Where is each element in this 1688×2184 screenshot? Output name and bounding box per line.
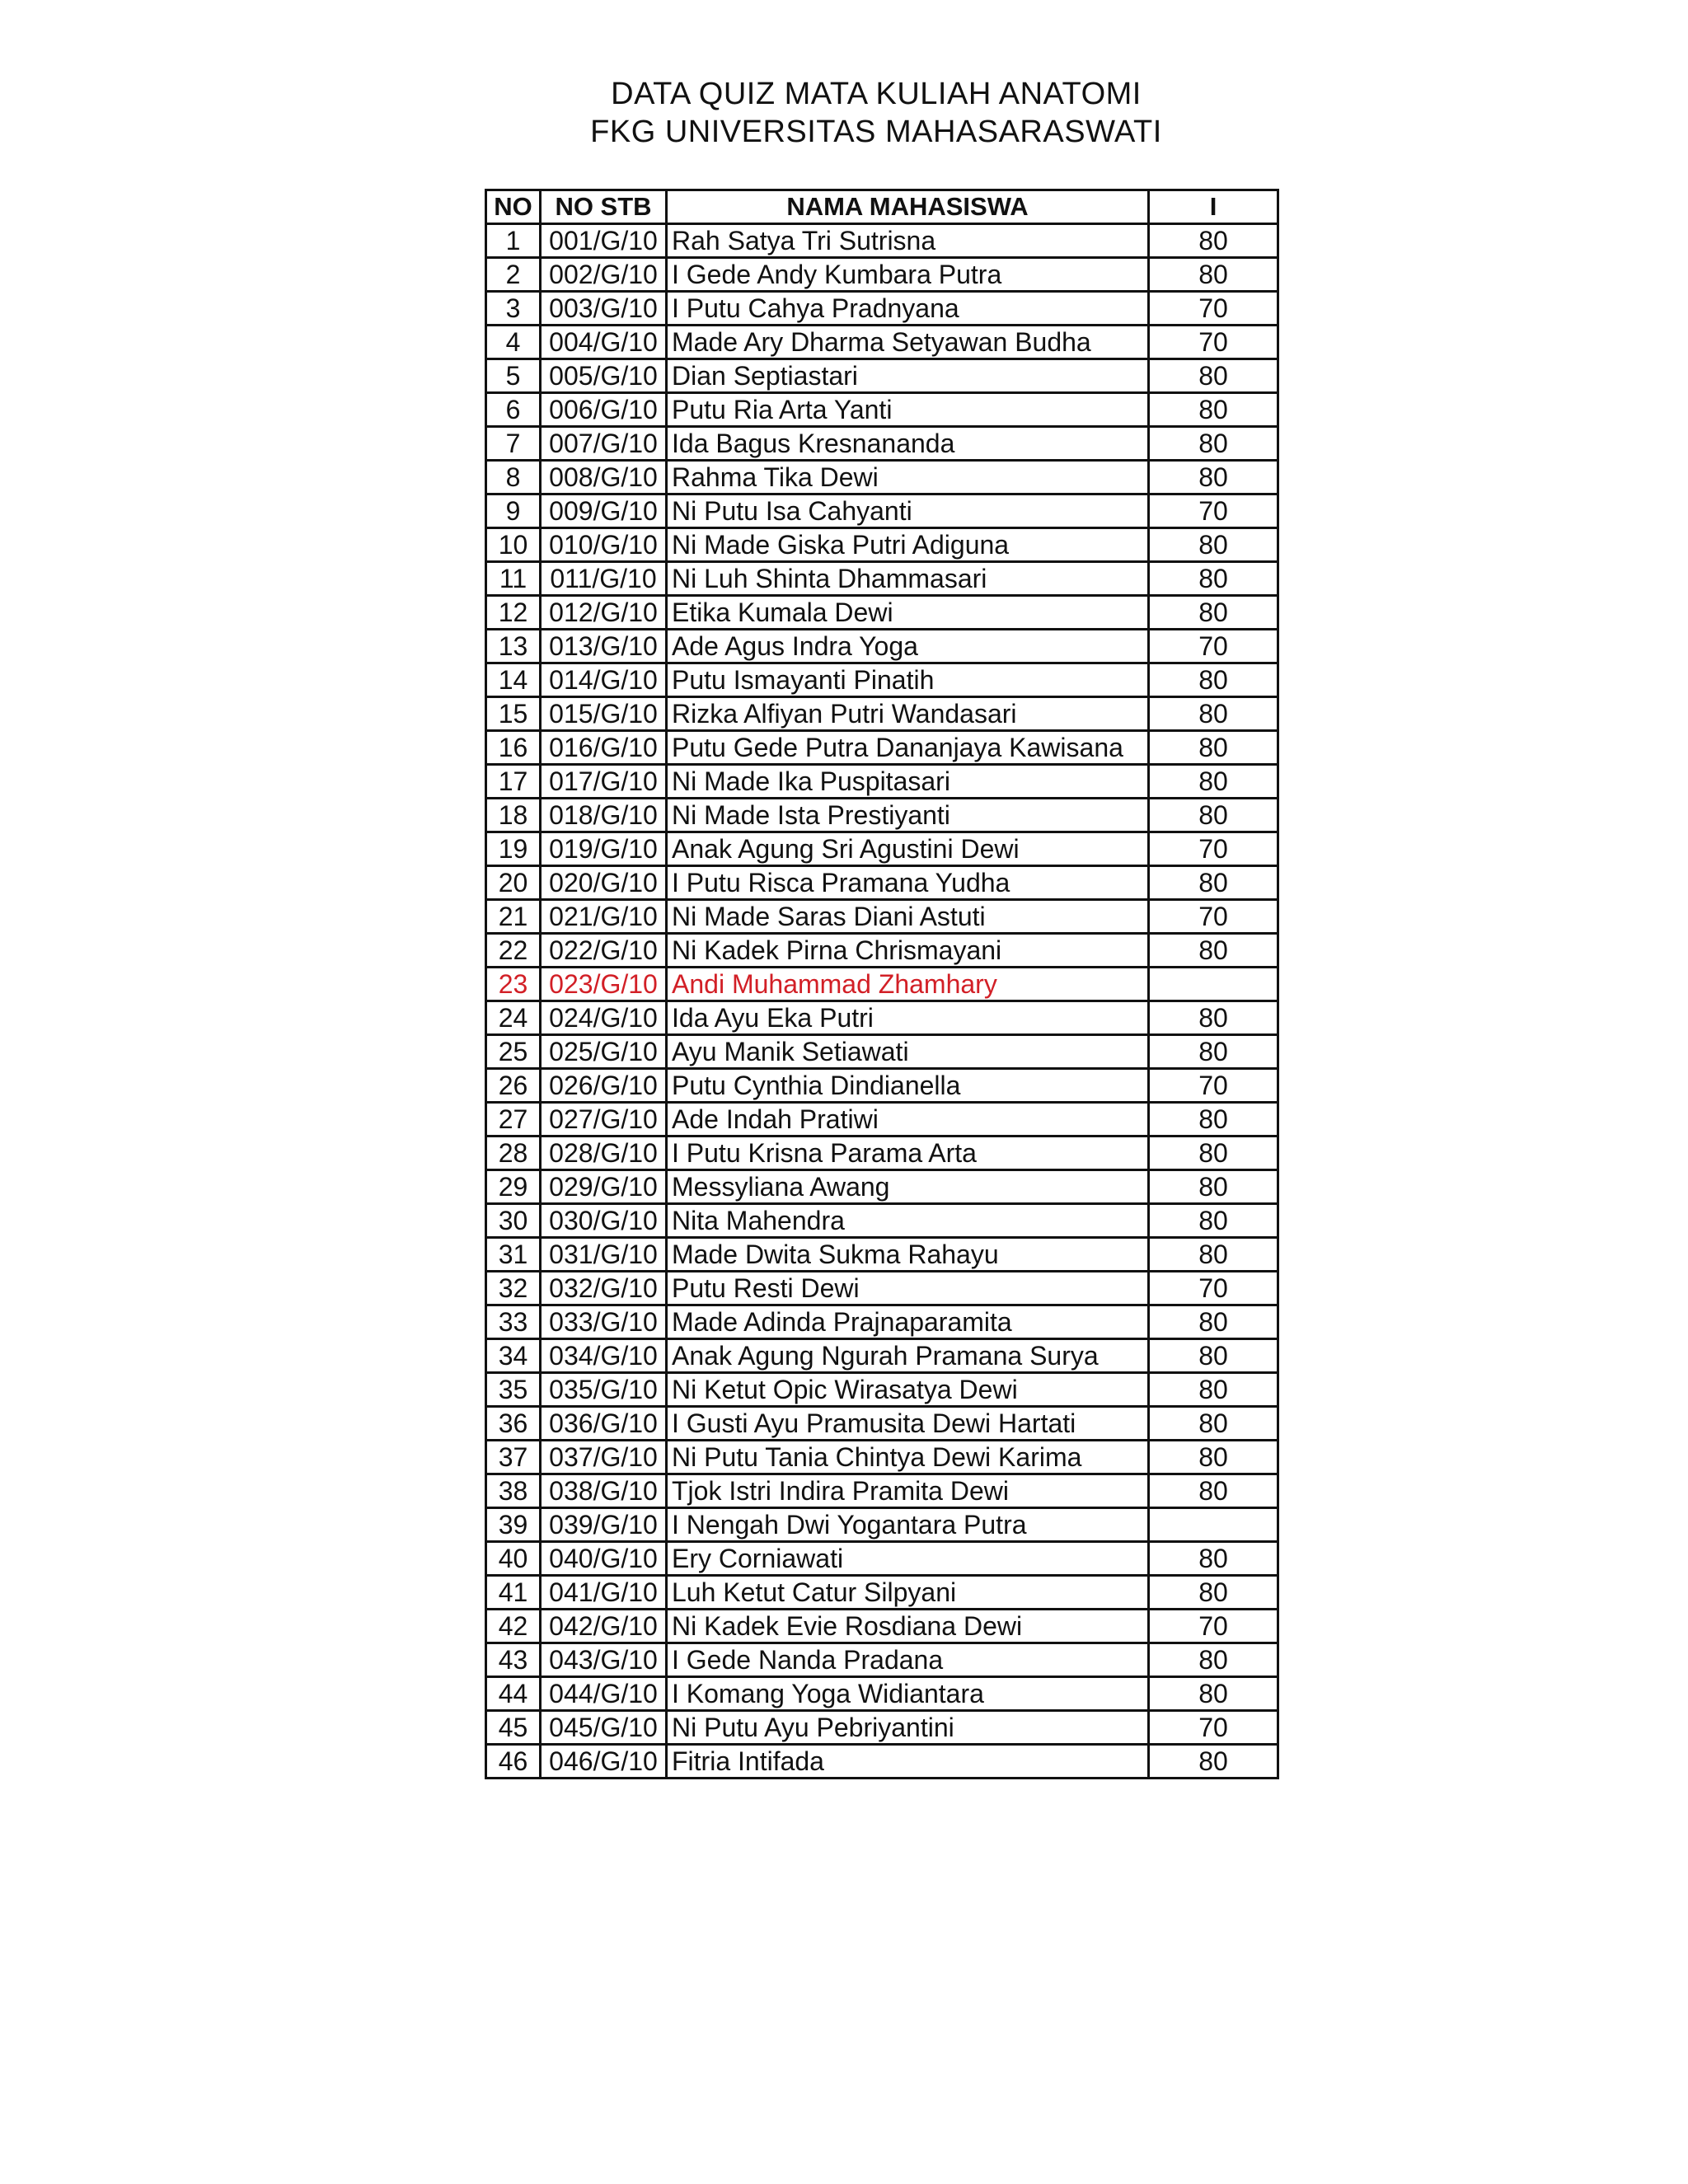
cell-stb: 011/G/10 — [541, 562, 667, 596]
cell-no: 24 — [486, 1001, 541, 1035]
cell-score: 70 — [1149, 326, 1278, 359]
cell-name: Putu Ria Arta Yanti — [667, 393, 1149, 427]
cell-no: 35 — [486, 1373, 541, 1407]
cell-no: 5 — [486, 359, 541, 393]
cell-score: 80 — [1149, 765, 1278, 799]
table-row — [486, 1069, 1278, 1103]
cell-stb: 003/G/10 — [541, 292, 667, 326]
table-row — [486, 968, 1278, 1001]
cell-stb: 017/G/10 — [541, 765, 667, 799]
cell-score: 80 — [1149, 1441, 1278, 1474]
cell-no: 32 — [486, 1272, 541, 1305]
cell-stb: 038/G/10 — [541, 1474, 667, 1508]
quiz-score-table — [485, 189, 1279, 1779]
cell-name: Putu Cynthia Dindianella — [667, 1069, 1149, 1103]
cell-stb: 046/G/10 — [541, 1745, 667, 1779]
cell-name: Putu Ismayanti Pinatih — [667, 663, 1149, 697]
cell-no: 23 — [486, 968, 541, 1001]
cell-stb: 030/G/10 — [541, 1204, 667, 1238]
cell-score: 70 — [1149, 630, 1278, 663]
table-row — [486, 1745, 1278, 1779]
cell-score: 80 — [1149, 1745, 1278, 1779]
table-row — [486, 528, 1278, 562]
cell-stb: 021/G/10 — [541, 900, 667, 934]
cell-no: 19 — [486, 832, 541, 866]
cell-stb: 043/G/10 — [541, 1643, 667, 1677]
table-row — [486, 1542, 1278, 1576]
cell-name: Ery Corniawati — [667, 1542, 1149, 1576]
cell-no: 21 — [486, 900, 541, 934]
table-row — [486, 1407, 1278, 1441]
cell-no: 7 — [486, 427, 541, 461]
table-row — [486, 1339, 1278, 1373]
cell-score: 70 — [1149, 832, 1278, 866]
cell-stb: 002/G/10 — [541, 258, 667, 292]
table-row — [486, 1576, 1278, 1610]
cell-no: 34 — [486, 1339, 541, 1373]
cell-no: 11 — [486, 562, 541, 596]
table-row — [486, 224, 1278, 258]
table-row — [486, 1711, 1278, 1745]
cell-name: Etika Kumala Dewi — [667, 596, 1149, 630]
cell-stb: 025/G/10 — [541, 1035, 667, 1069]
cell-no: 31 — [486, 1238, 541, 1272]
cell-stb: 039/G/10 — [541, 1508, 667, 1542]
cell-name: Ni Putu Isa Cahyanti — [667, 494, 1149, 528]
cell-name: I Gusti Ayu Pramusita Dewi Hartati — [667, 1407, 1149, 1441]
cell-name: Made Adinda Prajnaparamita — [667, 1305, 1149, 1339]
table-row — [486, 1474, 1278, 1508]
cell-stb: 041/G/10 — [541, 1576, 667, 1610]
table-row — [486, 799, 1278, 832]
cell-score: 70 — [1149, 1069, 1278, 1103]
header-no: NO — [486, 190, 541, 224]
table-row — [486, 1305, 1278, 1339]
cell-no: 20 — [486, 866, 541, 900]
cell-name: Ayu Manik Setiawati — [667, 1035, 1149, 1069]
table-row — [486, 1272, 1278, 1305]
cell-no: 1 — [486, 224, 541, 258]
cell-name: Rah Satya Tri Sutrisna — [667, 224, 1149, 258]
cell-stb: 013/G/10 — [541, 630, 667, 663]
cell-no: 4 — [486, 326, 541, 359]
table-row — [486, 1204, 1278, 1238]
cell-score: 80 — [1149, 224, 1278, 258]
cell-score: 80 — [1149, 1474, 1278, 1508]
table-row — [486, 866, 1278, 900]
table-row — [486, 1001, 1278, 1035]
cell-stb: 001/G/10 — [541, 224, 667, 258]
cell-no: 41 — [486, 1576, 541, 1610]
table-row — [486, 697, 1278, 731]
cell-no: 39 — [486, 1508, 541, 1542]
cell-no: 16 — [486, 731, 541, 765]
cell-stb: 023/G/10 — [541, 968, 667, 1001]
cell-stb: 036/G/10 — [541, 1407, 667, 1441]
cell-name: I Putu Risca Pramana Yudha — [667, 866, 1149, 900]
cell-name: Ida Bagus Kresnananda — [667, 427, 1149, 461]
cell-name: I Gede Andy Kumbara Putra — [667, 258, 1149, 292]
cell-stb: 008/G/10 — [541, 461, 667, 494]
cell-stb: 015/G/10 — [541, 697, 667, 731]
table-row — [486, 359, 1278, 393]
cell-no: 2 — [486, 258, 541, 292]
cell-name: Ni Luh Shinta Dhammasari — [667, 562, 1149, 596]
table-row — [486, 1643, 1278, 1677]
cell-no: 27 — [486, 1103, 541, 1137]
cell-no: 40 — [486, 1542, 541, 1576]
table-row — [486, 1035, 1278, 1069]
cell-score: 70 — [1149, 900, 1278, 934]
cell-stb: 029/G/10 — [541, 1170, 667, 1204]
cell-name: Ni Made Ista Prestiyanti — [667, 799, 1149, 832]
table-row — [486, 731, 1278, 765]
cell-no: 26 — [486, 1069, 541, 1103]
table-row — [486, 934, 1278, 968]
cell-score: 80 — [1149, 258, 1278, 292]
cell-score: 80 — [1149, 1677, 1278, 1711]
cell-score: 80 — [1149, 461, 1278, 494]
cell-no: 46 — [486, 1745, 541, 1779]
cell-no: 36 — [486, 1407, 541, 1441]
table-row — [486, 427, 1278, 461]
cell-score: 80 — [1149, 359, 1278, 393]
cell-score: 80 — [1149, 562, 1278, 596]
cell-name: Rahma Tika Dewi — [667, 461, 1149, 494]
cell-no: 28 — [486, 1137, 541, 1170]
cell-name: I Komang Yoga Widiantara — [667, 1677, 1149, 1711]
cell-name: Anak Agung Sri Agustini Dewi — [667, 832, 1149, 866]
cell-score: 80 — [1149, 1643, 1278, 1677]
cell-no: 12 — [486, 596, 541, 630]
cell-name: Made Dwita Sukma Rahayu — [667, 1238, 1149, 1272]
cell-name: Ni Putu Tania Chintya Dewi Karima — [667, 1441, 1149, 1474]
cell-stb: 033/G/10 — [541, 1305, 667, 1339]
cell-no: 42 — [486, 1610, 541, 1643]
cell-stb: 037/G/10 — [541, 1441, 667, 1474]
cell-stb: 022/G/10 — [541, 934, 667, 968]
cell-name: Ni Made Giska Putri Adiguna — [667, 528, 1149, 562]
cell-name: Anak Agung Ngurah Pramana Surya — [667, 1339, 1149, 1373]
cell-no: 30 — [486, 1204, 541, 1238]
table-row — [486, 1610, 1278, 1643]
cell-stb: 031/G/10 — [541, 1238, 667, 1272]
cell-no: 9 — [486, 494, 541, 528]
table-row — [486, 765, 1278, 799]
cell-name: I Putu Cahya Pradnyana — [667, 292, 1149, 326]
document-title: DATA QUIZ MATA KULIAH ANATOMI — [611, 77, 1142, 111]
cell-score: 80 — [1149, 731, 1278, 765]
cell-no: 38 — [486, 1474, 541, 1508]
table-row — [486, 461, 1278, 494]
cell-name: Putu Gede Putra Dananjaya Kawisana — [667, 731, 1149, 765]
cell-score: 80 — [1149, 799, 1278, 832]
cell-name: Ni Kadek Pirna Chrismayani — [667, 934, 1149, 968]
cell-stb: 044/G/10 — [541, 1677, 667, 1711]
table-row — [486, 393, 1278, 427]
cell-no: 6 — [486, 393, 541, 427]
cell-name: Luh Ketut Catur Silpyani — [667, 1576, 1149, 1610]
table-row — [486, 562, 1278, 596]
cell-score: 80 — [1149, 1305, 1278, 1339]
cell-stb: 018/G/10 — [541, 799, 667, 832]
cell-score: 80 — [1149, 1542, 1278, 1576]
cell-name: Andi Muhammad Zhamhary — [667, 968, 1149, 1001]
cell-score: 80 — [1149, 1137, 1278, 1170]
cell-name: Fitria Intifada — [667, 1745, 1149, 1779]
cell-stb: 027/G/10 — [541, 1103, 667, 1137]
cell-name: Nita Mahendra — [667, 1204, 1149, 1238]
cell-score — [1149, 1508, 1278, 1542]
cell-score: 70 — [1149, 494, 1278, 528]
cell-name: Rizka Alfiyan Putri Wandasari — [667, 697, 1149, 731]
cell-no: 43 — [486, 1643, 541, 1677]
cell-name: Made Ary Dharma Setyawan Budha — [667, 326, 1149, 359]
cell-score: 80 — [1149, 1373, 1278, 1407]
cell-name: Ade Agus Indra Yoga — [667, 630, 1149, 663]
cell-stb: 035/G/10 — [541, 1373, 667, 1407]
cell-stb: 042/G/10 — [541, 1610, 667, 1643]
cell-score: 70 — [1149, 292, 1278, 326]
cell-stb: 026/G/10 — [541, 1069, 667, 1103]
cell-no: 33 — [486, 1305, 541, 1339]
table-body — [486, 224, 1278, 1779]
cell-score: 80 — [1149, 1103, 1278, 1137]
table-row — [486, 1103, 1278, 1137]
cell-stb: 040/G/10 — [541, 1542, 667, 1576]
cell-stb: 019/G/10 — [541, 832, 667, 866]
cell-stb: 028/G/10 — [541, 1137, 667, 1170]
header-name: NAMA MAHASISWA — [667, 190, 1149, 224]
table-row — [486, 630, 1278, 663]
cell-name: I Nengah Dwi Yogantara Putra — [667, 1508, 1149, 1542]
cell-score: 80 — [1149, 1035, 1278, 1069]
cell-score: 80 — [1149, 528, 1278, 562]
table-row — [486, 663, 1278, 697]
cell-score: 70 — [1149, 1610, 1278, 1643]
table-row — [486, 596, 1278, 630]
cell-no: 18 — [486, 799, 541, 832]
cell-name: Ida Ayu Eka Putri — [667, 1001, 1149, 1035]
cell-stb: 006/G/10 — [541, 393, 667, 427]
cell-stb: 024/G/10 — [541, 1001, 667, 1035]
table-row — [486, 1508, 1278, 1542]
cell-stb: 016/G/10 — [541, 731, 667, 765]
cell-name: Ni Putu Ayu Pebriyantini — [667, 1711, 1149, 1745]
cell-score: 80 — [1149, 596, 1278, 630]
table-row — [486, 292, 1278, 326]
cell-stb: 005/G/10 — [541, 359, 667, 393]
cell-score: 80 — [1149, 1339, 1278, 1373]
cell-stb: 012/G/10 — [541, 596, 667, 630]
cell-no: 22 — [486, 934, 541, 968]
cell-name: Ni Ketut Opic Wirasatya Dewi — [667, 1373, 1149, 1407]
cell-stb: 032/G/10 — [541, 1272, 667, 1305]
cell-stb: 009/G/10 — [541, 494, 667, 528]
table-row — [486, 258, 1278, 292]
table-row — [486, 494, 1278, 528]
cell-score: 70 — [1149, 1711, 1278, 1745]
cell-name: Ade Indah Pratiwi — [667, 1103, 1149, 1137]
cell-no: 45 — [486, 1711, 541, 1745]
cell-no: 14 — [486, 663, 541, 697]
header-score: I — [1149, 190, 1278, 224]
cell-name: Tjok Istri Indira Pramita Dewi — [667, 1474, 1149, 1508]
cell-name: I Putu Krisna Parama Arta — [667, 1137, 1149, 1170]
cell-score: 80 — [1149, 1204, 1278, 1238]
cell-score: 80 — [1149, 1001, 1278, 1035]
cell-no: 17 — [486, 765, 541, 799]
cell-score: 80 — [1149, 866, 1278, 900]
table-row — [486, 326, 1278, 359]
cell-stb: 010/G/10 — [541, 528, 667, 562]
table-row — [486, 1170, 1278, 1204]
cell-score: 80 — [1149, 697, 1278, 731]
cell-name: Dian Septiastari — [667, 359, 1149, 393]
cell-stb: 004/G/10 — [541, 326, 667, 359]
table-row — [486, 1137, 1278, 1170]
table-row — [486, 1373, 1278, 1407]
cell-score: 80 — [1149, 1170, 1278, 1204]
cell-no: 10 — [486, 528, 541, 562]
cell-stb: 045/G/10 — [541, 1711, 667, 1745]
cell-stb: 020/G/10 — [541, 866, 667, 900]
cell-name: Ni Kadek Evie Rosdiana Dewi — [667, 1610, 1149, 1643]
cell-score: 80 — [1149, 393, 1278, 427]
cell-name: Ni Made Ika Puspitasari — [667, 765, 1149, 799]
cell-stb: 007/G/10 — [541, 427, 667, 461]
header-stb: NO STB — [541, 190, 667, 224]
cell-name: Putu Resti Dewi — [667, 1272, 1149, 1305]
cell-score: 80 — [1149, 1576, 1278, 1610]
cell-score — [1149, 968, 1278, 1001]
table-row — [486, 1677, 1278, 1711]
cell-score: 80 — [1149, 1238, 1278, 1272]
cell-no: 15 — [486, 697, 541, 731]
table-row — [486, 1238, 1278, 1272]
cell-no: 29 — [486, 1170, 541, 1204]
table-row — [486, 832, 1278, 866]
cell-no: 37 — [486, 1441, 541, 1474]
cell-stb: 034/G/10 — [541, 1339, 667, 1373]
table-row — [486, 900, 1278, 934]
cell-score: 80 — [1149, 663, 1278, 697]
cell-no: 25 — [486, 1035, 541, 1069]
cell-no: 3 — [486, 292, 541, 326]
cell-no: 44 — [486, 1677, 541, 1711]
cell-name: I Gede Nanda Pradana — [667, 1643, 1149, 1677]
table-header-row — [486, 190, 1278, 224]
cell-name: Ni Made Saras Diani Astuti — [667, 900, 1149, 934]
cell-score: 80 — [1149, 1407, 1278, 1441]
cell-score: 80 — [1149, 427, 1278, 461]
cell-score: 80 — [1149, 934, 1278, 968]
cell-score: 70 — [1149, 1272, 1278, 1305]
cell-name: Messyliana Awang — [667, 1170, 1149, 1204]
cell-no: 13 — [486, 630, 541, 663]
cell-stb: 014/G/10 — [541, 663, 667, 697]
table-row — [486, 1441, 1278, 1474]
cell-no: 8 — [486, 461, 541, 494]
document-subtitle: FKG UNIVERSITAS MAHASARASWATI — [590, 115, 1162, 149]
